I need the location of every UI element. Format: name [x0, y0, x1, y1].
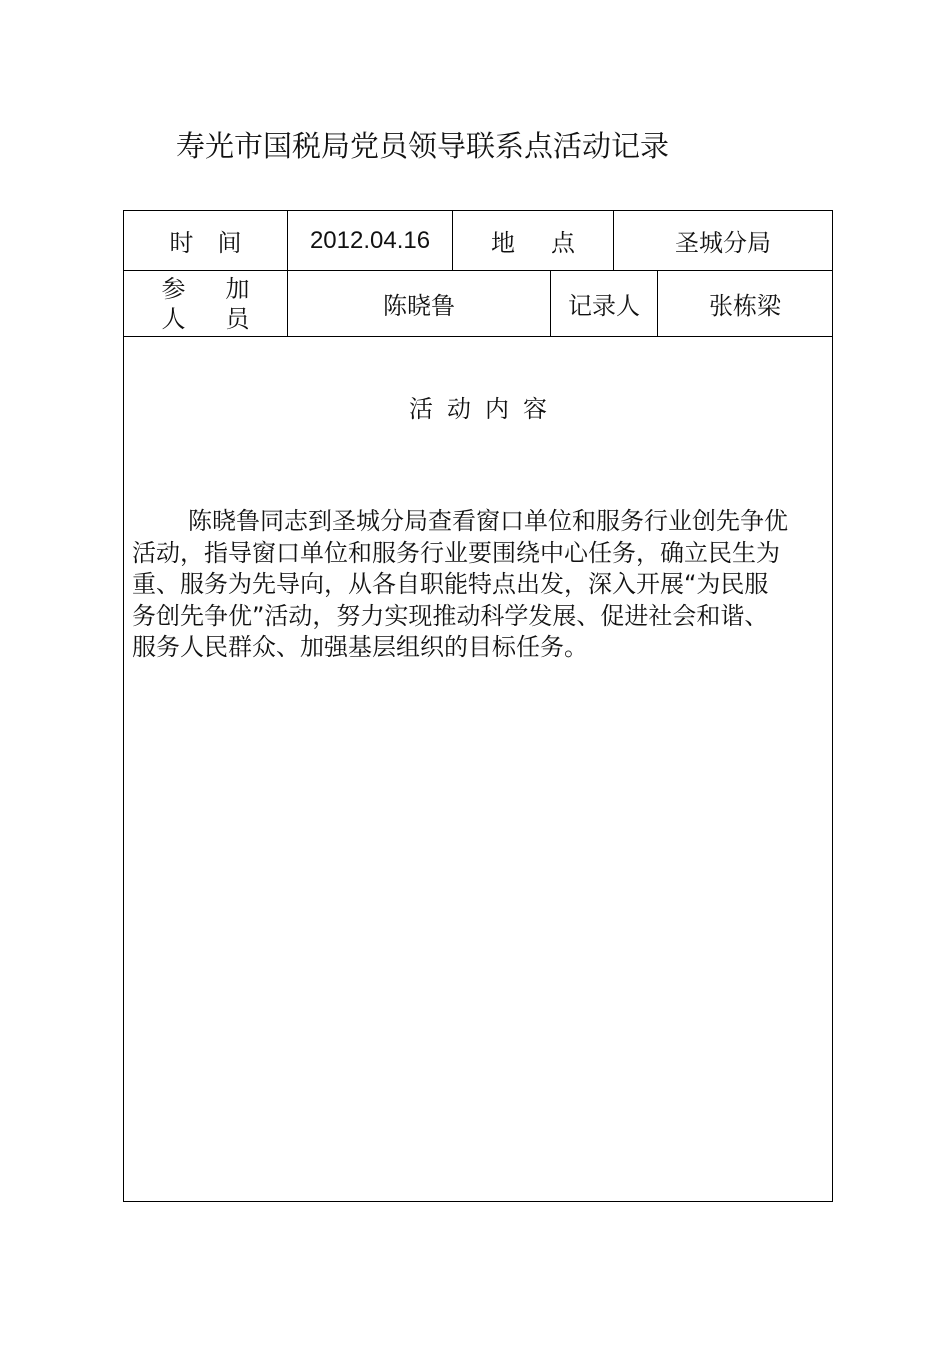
participants-value-cell	[288, 271, 550, 336]
recorder-value-cell	[658, 271, 832, 336]
time-label-cell	[124, 211, 287, 270]
location-label-cell	[453, 211, 613, 270]
participants-label-line2: 人员	[161, 304, 290, 333]
content-heading: 活动内容	[409, 395, 561, 423]
page-title: 寿光市国税局党员领导联系点活动记录	[176, 129, 670, 163]
recorder-value: 张栋梁	[709, 292, 781, 320]
row-divider-2	[124, 336, 832, 337]
recorder-label: 记录人	[568, 292, 640, 320]
time-label: 时间	[169, 229, 266, 257]
location-value: 圣城分局	[675, 229, 771, 257]
participants-value: 陈晓鲁	[383, 292, 455, 320]
time-value-cell	[288, 211, 452, 270]
participants-label-line1: 参加	[161, 274, 290, 303]
time-value: 2012.04.16	[309, 226, 431, 254]
recorder-label-cell	[551, 271, 657, 336]
location-value-cell	[614, 211, 832, 270]
activity-record-table	[123, 210, 833, 1202]
location-label: 地点	[491, 229, 611, 257]
participants-label-cell	[124, 271, 290, 336]
content-text: 陈晓鲁同志到圣城分局查看窗口单位和服务行业创先争优活动，指导窗口单位和服务行业要围绕中心任务，确立民生为重、服务为先导向，从各自职能特点出发，深入开展“为民服务创先争优”活动，努力实现推动科学发展、促进社会和谐、服务人民群众、加强基层组织的目标任务。	[132, 507, 788, 661]
